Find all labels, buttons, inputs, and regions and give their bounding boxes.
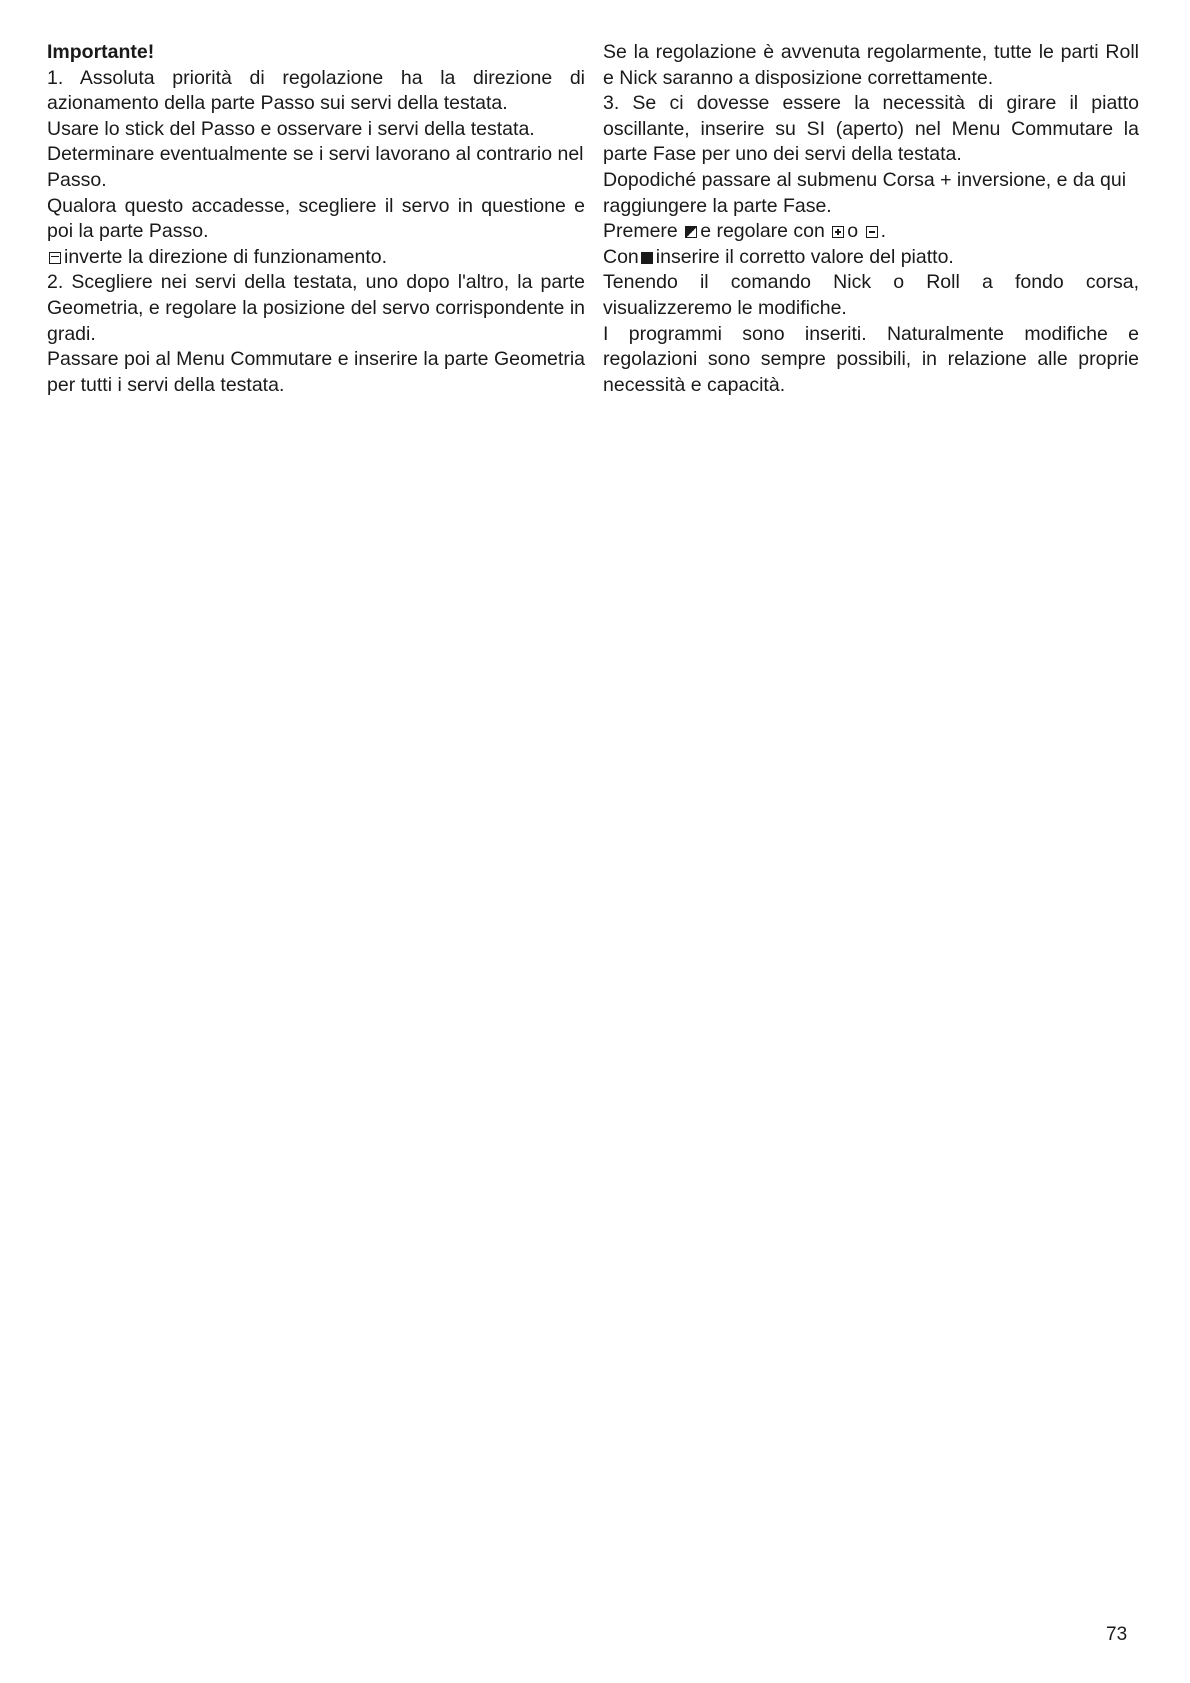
- paragraph-press: [603, 219, 1139, 245]
- paragraph-programs: I programmi sono inseriti. Naturalmente modifiche e regolazioni sono sempre possibili, in relazione alle proprie necessità e capacità.: [603, 322, 1139, 396]
- enter-value-text: inserire il corretto valore del piatto.: [655, 245, 954, 268]
- paragraph-visualize: Tenendo il comando Nick o Roll a fondo corsa, visualizzeremo le modifiche.: [603, 271, 1139, 319]
- invert-text: inverte la direzione di funzionamento.: [64, 245, 388, 268]
- paragraph-geometry: 2. Scegliere nei servi della testata, uno dopo l'altro, la parte Geometria, e regolare la posizione del servo corrispondente in gradi.: [47, 271, 585, 345]
- select-key-icon: [685, 226, 697, 238]
- plus-key-icon: [832, 226, 844, 238]
- adjust-label: e regolare con: [700, 220, 825, 243]
- paragraph-determine: Determinare eventualmente se i servi lavorano al contrario nel Passo.: [47, 143, 584, 191]
- paragraph-submenu: Dopodiché passare al submenu Corsa + inversione, e da qui raggiungere la parte Fase.: [603, 168, 1127, 217]
- page-number: 73: [1106, 1624, 1128, 1645]
- period: .: [880, 220, 886, 243]
- section-heading: Importante!: [47, 41, 155, 63]
- paragraph-result: Se la regolazione è avvenuta regolarmente, tutte le parti Roll e Nick saranno a disposizione correttamente.: [603, 41, 1139, 89]
- or-label: o: [847, 220, 859, 243]
- minus-key-icon: [866, 226, 878, 238]
- paragraph-enter-value: [603, 245, 1139, 271]
- paragraph-stick: Usare lo stick del Passo e osservare i servi della testata.: [47, 117, 535, 140]
- enter-key-icon: [641, 252, 653, 264]
- menu-key-icon: [49, 252, 61, 264]
- paragraph-swashplate: 3. Se ci dovesse essere la necessità di girare il piatto oscillante, inserire su SI (aperto) nel Menu Commutare la parte Fase per uno dei servi della testata.: [603, 92, 1139, 166]
- paragraph-select-servo: Qualora questo accadesse, scegliere il servo in questione e poi la parte Passo.: [47, 194, 585, 243]
- con-label: Con: [603, 245, 639, 268]
- paragraph-commutare: Passare poi al Menu Commutare e inserire la parte Geometria per tutti i servi della testata.: [47, 348, 585, 396]
- press-label: Premere: [603, 220, 678, 243]
- paragraph-priority: 1. Assoluta priorità di regolazione ha la direzione di azionamento della parte Passo sui servi della testata.: [47, 66, 585, 115]
- paragraph-invert: [47, 245, 585, 271]
- left-column: [47, 40, 585, 398]
- right-column: [603, 40, 1139, 398]
